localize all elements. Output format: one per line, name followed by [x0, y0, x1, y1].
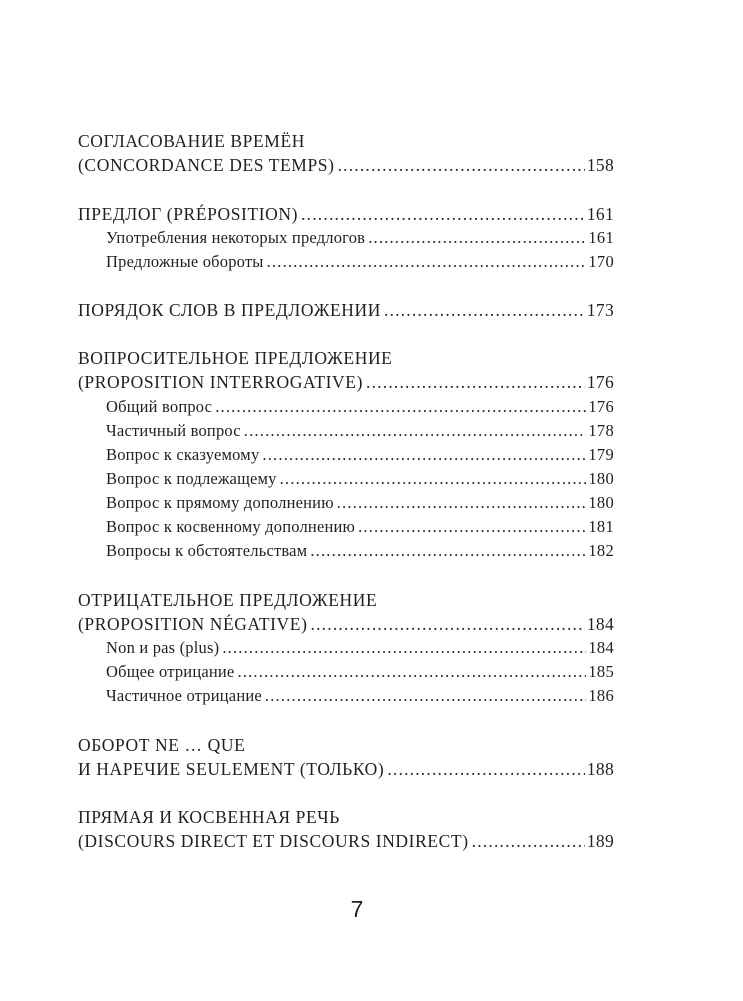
toc-subentry[interactable]	[106, 491, 614, 515]
toc-entry-negative[interactable]	[78, 612, 614, 636]
page-number: 7	[350, 896, 364, 922]
toc-entry-label: Вопросы к обстоятельствам	[106, 541, 308, 560]
dot-leader	[384, 298, 585, 322]
toc-entry-label: И НАРЕЧИЕ SEULEMENT (ТОЛЬКО)	[78, 759, 385, 779]
toc-page-number: 180	[588, 469, 614, 488]
toc-entry-ne-que[interactable]	[78, 757, 614, 781]
toc-entry-speech[interactable]	[78, 829, 614, 853]
toc-subentry[interactable]	[106, 515, 614, 539]
toc-entry-label: ПОРЯДОК СЛОВ В ПРЕДЛОЖЕНИИ	[78, 300, 381, 320]
toc-entry-label: Частичное отрицание	[106, 686, 262, 705]
toc-entry-interrogative[interactable]	[78, 370, 614, 394]
toc-subentry[interactable]	[106, 467, 614, 491]
dot-leader	[337, 491, 587, 515]
dot-leader	[472, 829, 585, 853]
dot-leader	[387, 757, 585, 781]
toc-page-number: 182	[588, 541, 614, 560]
toc-subentry[interactable]	[106, 250, 614, 274]
toc-heading-concordance: СОГЛАСОВАНИЕ ВРЕМЁН	[78, 131, 305, 151]
toc-heading-interrogative: ВОПРОСИТЕЛЬНОЕ ПРЕДЛОЖЕНИЕ	[78, 348, 393, 368]
toc-heading-speech: ПРЯМАЯ И КОСВЕННАЯ РЕЧЬ	[78, 807, 340, 827]
dot-leader	[338, 153, 585, 177]
dot-leader	[267, 250, 587, 274]
toc-entry-label: Вопрос к сказуемому	[106, 445, 260, 464]
toc-entry-label: (PROPOSITION NÉGATIVE)	[78, 614, 308, 634]
toc-entry-preposition[interactable]	[78, 202, 614, 226]
dot-leader	[280, 467, 587, 491]
dot-leader	[215, 395, 586, 419]
dot-leader	[222, 636, 586, 660]
toc-page-number: 184	[588, 638, 614, 657]
toc-entry-concordance[interactable]	[78, 153, 614, 177]
toc-subentry[interactable]	[106, 684, 614, 708]
toc-entry-label: Вопрос к подлежащему	[106, 469, 277, 488]
toc-entry-label: Вопрос к прямому дополнению	[106, 493, 334, 512]
toc-heading-negative: ОТРИЦАТЕЛЬНОЕ ПРЕДЛОЖЕНИЕ	[78, 590, 378, 610]
toc-page-number: 185	[588, 662, 614, 681]
dot-leader	[301, 202, 585, 226]
toc-page-number: 161	[586, 204, 614, 224]
toc-page-number: 161	[588, 228, 614, 247]
toc-entry-word-order[interactable]	[78, 298, 614, 322]
dot-leader	[358, 515, 586, 539]
toc-page-number: 186	[588, 686, 614, 705]
toc-subentry[interactable]	[106, 419, 614, 443]
toc-subentry[interactable]	[106, 226, 614, 250]
toc-subentry[interactable]	[106, 539, 614, 563]
toc-entry-label: Частичный вопрос	[106, 421, 241, 440]
dot-leader	[265, 684, 586, 708]
toc-entry-label: Употребления некоторых предлогов	[106, 228, 366, 247]
dot-leader	[311, 612, 585, 636]
toc-heading-ne-que: ОБОРОТ NE … QUE	[78, 735, 246, 755]
toc-page-number: 188	[586, 759, 614, 779]
dot-leader	[310, 539, 586, 563]
toc-page-number: 179	[588, 445, 614, 464]
toc-entry-label: Вопрос к косвенному дополнению	[106, 517, 356, 536]
toc-entry-label: Общий вопрос	[106, 397, 213, 416]
toc-page-number: 180	[588, 493, 614, 512]
toc-page-number: 181	[588, 517, 614, 536]
dot-leader	[368, 226, 586, 250]
toc-page-number: 176	[588, 397, 614, 416]
toc-page-number: 178	[588, 421, 614, 440]
toc-entry-label: Non и pas (plus)	[106, 638, 220, 657]
toc-subentry[interactable]	[106, 395, 614, 419]
toc-subentry[interactable]	[106, 660, 614, 684]
toc-entry-label: Общее отрицание	[106, 662, 235, 681]
toc-entry-label: (PROPOSITION INTERROGATIVE)	[78, 372, 364, 392]
toc-entry-label: (DISCOURS DIRECT ET DISCOURS INDIRECT)	[78, 831, 469, 851]
dot-leader	[244, 419, 587, 443]
toc-page-number: 173	[586, 300, 614, 320]
dot-leader	[366, 370, 585, 394]
toc-page-number: 170	[588, 252, 614, 271]
dot-leader	[237, 660, 586, 684]
toc-page-number: 184	[586, 614, 614, 634]
toc-entry-label: Предложные обороты	[106, 252, 264, 271]
toc-entry-label: (CONCORDANCE DES TEMPS)	[78, 155, 335, 175]
toc-page-number: 176	[586, 372, 614, 392]
toc-entry-label: ПРЕДЛОГ (PRÉPOSITION)	[78, 204, 299, 224]
toc-page-number: 158	[586, 155, 614, 175]
toc-subentry[interactable]	[106, 636, 614, 660]
toc-subentry[interactable]	[106, 443, 614, 467]
dot-leader	[262, 443, 586, 467]
toc-page-number: 189	[586, 831, 614, 851]
